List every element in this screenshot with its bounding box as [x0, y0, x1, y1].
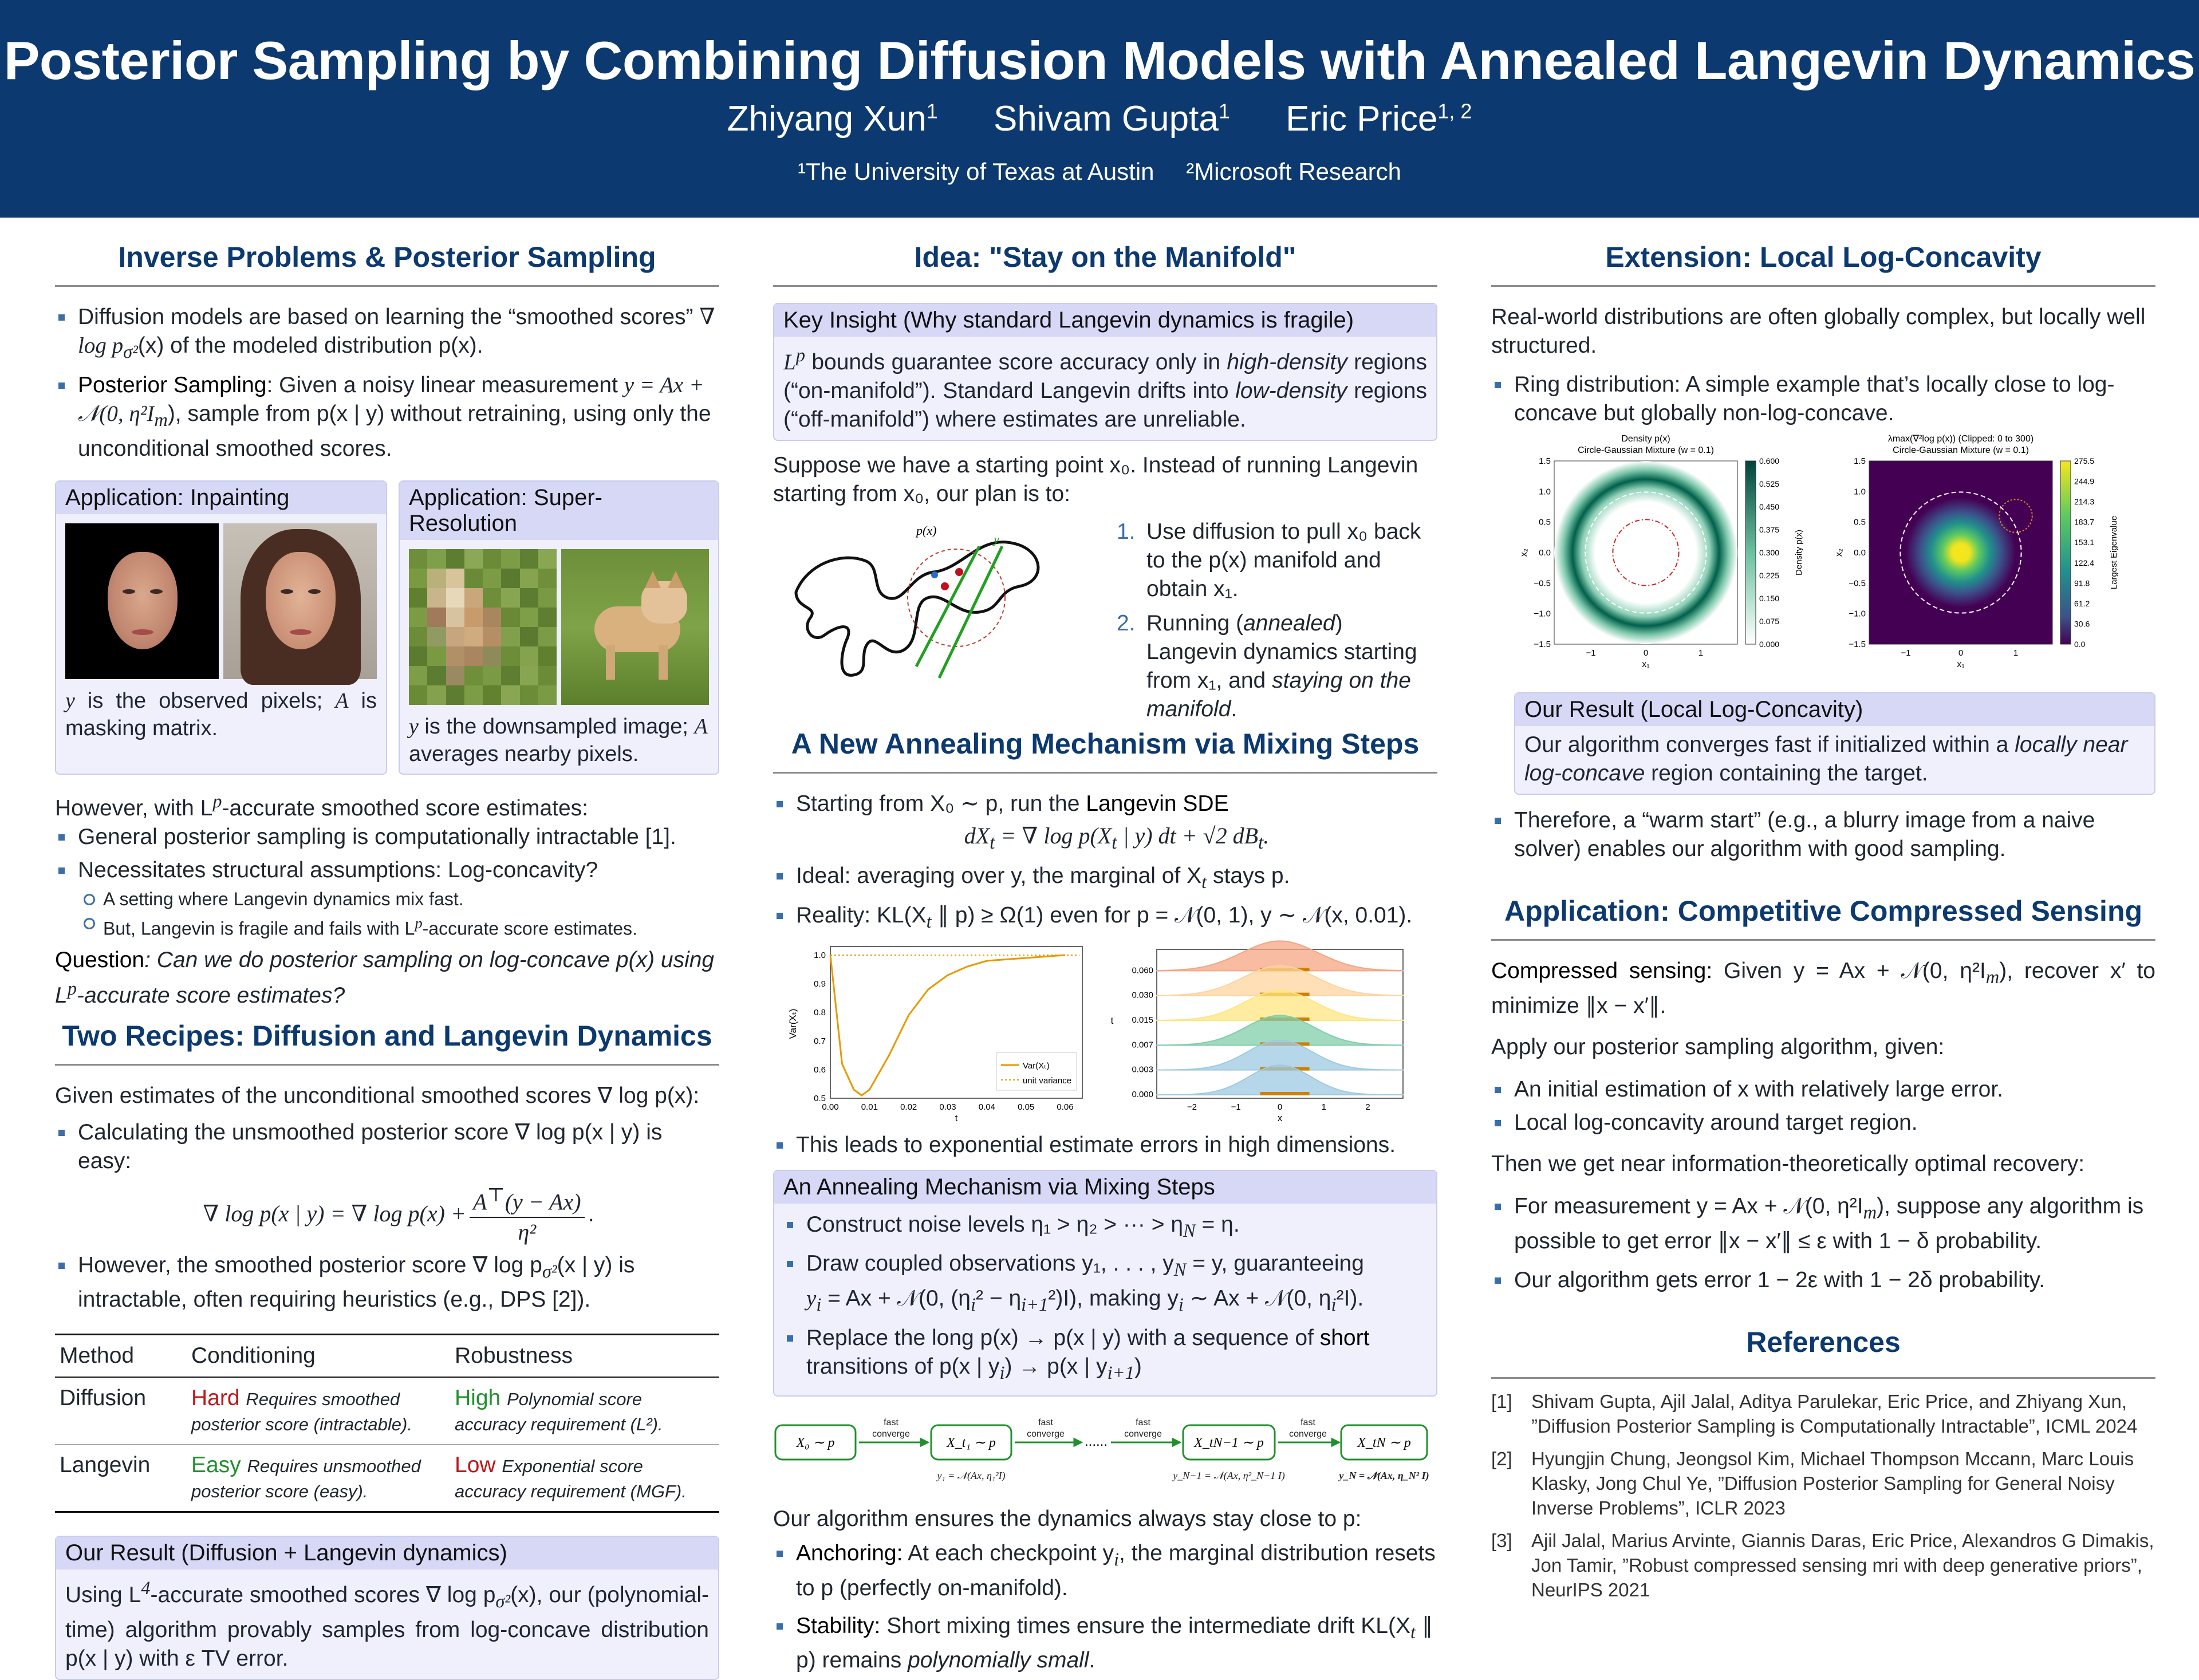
list-item: Anchoring: At each checkpoint $y_i$, the marginal distribution resets to p (perfectly on-manifold).: [773, 1539, 1437, 1603]
observation-label: y: [994, 532, 999, 546]
eigenvalue-heatmap: [1829, 432, 2150, 679]
flow-dots: ......: [1084, 1433, 1108, 1449]
arrow-label: fast: [884, 1417, 898, 1427]
arrow-label: fast: [1301, 1417, 1315, 1427]
y-tick-label: 0.8: [814, 1007, 826, 1018]
x-tick-label: 0.01: [861, 1102, 878, 1112]
x-axis-label: t: [955, 1112, 958, 1123]
legend-label: unit variance: [1023, 1075, 1072, 1086]
colorbar-tick-label: 275.5: [2074, 456, 2095, 466]
y-tick-label: 1.5: [1539, 456, 1551, 466]
colorbar-tick-label: 0.300: [1759, 548, 1780, 557]
comparison-table: [55, 1334, 719, 1513]
x-tick-label: −1: [1231, 1102, 1241, 1112]
y-tick-label: 1.0: [1539, 487, 1551, 497]
bullet-list: [1491, 806, 2155, 863]
list-item: Our algorithm gets error 1 − 2ε with 1 − 2δ probability.: [1491, 1266, 2155, 1295]
x-tick-label: 1: [2013, 648, 2019, 658]
inpainting-images: [56, 514, 386, 683]
figure-caption: y is the downsampled image; A averages nearby pixels.: [409, 714, 708, 766]
bullet-list: [1491, 1192, 2155, 1295]
key-insight-box: [773, 303, 1437, 441]
bullet-list: [1491, 370, 2155, 428]
bullet-list: [773, 1131, 1437, 1160]
flow-node-label: X_tN−1 ∼ p: [1194, 1435, 1264, 1450]
application-figures: [55, 480, 719, 775]
colorbar-tick-label: 0.0: [2074, 640, 2086, 649]
reference-item: [2] Hyungjin Chung, Jeongsol Kim, Michael Thompson Mccann, Marc Louis Klasky, Jong Chul Ye, ”Diffusion Posterior Sampling for General Noisy Inverse Problems”, ICLR 2023: [1491, 1448, 2134, 1519]
x-tick-label: −2: [1187, 1102, 1197, 1112]
list-item: This leads to exponential estimate errors in high dimensions.: [773, 1131, 1437, 1160]
author: Eric Price$^{1, 2}$: [1286, 99, 1472, 139]
list-item: Local log-concavity around target region.: [1491, 1109, 2155, 1137]
variance-line-chart: [785, 941, 1094, 1124]
x-tick-label: 1: [1698, 648, 1704, 658]
column-header: Method: [60, 1343, 135, 1369]
list-item: Construct noise levels η₁ > η₂ > ··· > $\eta_N = \eta$.: [783, 1210, 1427, 1245]
box-title: Application: Inpainting: [56, 482, 386, 514]
paragraph: However, with $L^p$-accurate smoothed score estimates:: [55, 791, 588, 821]
affiliations: [0, 158, 2199, 186]
manifold-diagram: [773, 512, 1094, 689]
annealing-box: [773, 1170, 1437, 1397]
bullet-list: [773, 790, 1437, 936]
arrow-label: fast: [1136, 1417, 1150, 1427]
colorbar-tick-label: 183.7: [2074, 517, 2095, 527]
paragraph: Compressed sensing: Given y = Ax + 𝒩(0, $\eta^2I_m$), recover x′ to minimize ∥x − x′∥.: [1491, 959, 2155, 1018]
y-tick-label: −1.5: [1849, 640, 1866, 649]
paragraph: Real-world distributions are often globally complex, but locally well structured.: [1491, 305, 2146, 358]
dog-image: [561, 549, 709, 705]
question: Question: Can we do posterior sampling on log-concave p(x) using $L^p$-accurate score estimates?: [55, 948, 715, 1008]
box-title: Key Insight (Why standard Langevin dynamics is fragile): [774, 304, 1436, 337]
list-item: Reality: $KL(X_t$ ∥ p) ≥ Ω(1) even for p = 𝒩(0, 1), y ∼ 𝒩(x, 0.01).: [773, 901, 1437, 936]
colorbar-tick-label: 122.4: [2074, 558, 2095, 567]
colorbar: [1745, 461, 1756, 644]
y-tick-label: 0.000: [1132, 1089, 1153, 1099]
reference-list: [1491, 1377, 2155, 1602]
flow-node-label: X_t₁ ∼ p: [947, 1435, 996, 1450]
affiliation: ¹The University of Texas at Austin: [798, 158, 1154, 185]
arrow-label: converge: [872, 1429, 910, 1439]
colorbar-tick-label: 0.225: [1759, 571, 1780, 580]
box-title: An Annealing Mechanism via Mixing Steps: [774, 1171, 1436, 1204]
paragraph: Given estimates of the unconditional smoothed scores ∇ log p(x):: [55, 1083, 700, 1109]
inpainting-box: [55, 480, 387, 775]
x-tick-label: 0: [1958, 648, 1964, 658]
box-title: Our Result (Diffusion + Langevin dynamics): [56, 1537, 718, 1569]
sub-list: [78, 887, 719, 941]
section-title: Extension: Local Log-Concavity: [1491, 240, 2155, 287]
list-item: Calculating the unsmoothed posterior score ∇ log p(x | y) is easy: ∇ log p(x | y) = ∇ log p(x) + $\frac{A^⊤(y - Ax)}{\text{η²}}$ .: [55, 1118, 719, 1246]
bullet-list: [774, 1204, 1436, 1395]
x-tick-label: 0.00: [822, 1102, 839, 1112]
author: Zhiyang Xun$^1$: [727, 99, 938, 139]
section-title: Two Recipes: Diffusion and Langevin Dynamics: [55, 1019, 719, 1066]
table-cell: Langevin: [60, 1453, 151, 1478]
reference-item: [3] Ajil Jalal, Marius Arvinte, Giannis Daras, Eric Price, Alexandros G Dimakis, Jon Tamir, ”Robust compressed sensing mri with deep generative priors”, NeurIPS 2021: [1491, 1529, 2154, 1600]
y-tick-label: 0.030: [1132, 990, 1153, 1000]
colorbar-tick-label: 244.9: [2074, 476, 2095, 486]
pixelated-image: [409, 549, 557, 705]
list-item: An initial estimation of x with relatively large error.: [1491, 1075, 2155, 1104]
x-tick-label: 0.04: [978, 1102, 995, 1112]
colorbar-tick-label: 214.3: [2074, 497, 2095, 507]
list-item: Posterior Sampling: Given a noisy linear measurement y = Ax + 𝒩(0, $\eta^2I_m$), sample from p(x | y) without retraining, using only the unconditional smoothed scores.: [55, 371, 719, 463]
list-item: Necessitates structural assumptions: Log-concavity? A setting where Langevin dynamics mix fast. But, Langevin is fragile and fails with $L^p$-accurate score estimates.: [55, 856, 719, 941]
mixing-flow-diagram: [773, 1414, 1437, 1494]
y-tick-label: −1.0: [1534, 609, 1551, 619]
colorbar-tick-label: 0.450: [1759, 502, 1780, 511]
flow-observation: y_N = 𝒩(Ax, η_N² I): [1339, 1469, 1429, 1481]
y-tick-label: 1.5: [1854, 456, 1866, 466]
colorbar-tick-label: 0.525: [1759, 479, 1780, 488]
density-heatmap: [1514, 432, 1812, 679]
y-tick-label: 0.0: [1854, 548, 1866, 558]
flow-node-label: X₀ ∼ p: [796, 1435, 835, 1450]
colorbar-tick-label: 91.8: [2074, 578, 2090, 588]
heatmap-field: [1554, 461, 1737, 644]
bullet-list: [1491, 1075, 2155, 1137]
ridge-density-chart: [1105, 941, 1414, 1124]
y-tick-label: 1.0: [814, 950, 826, 960]
x-axis-label: x₁: [1957, 660, 1965, 669]
box-body: Using $L^4$-accurate smoothed scores ∇ $\log p_{\sigma^2}(x)$, our (polynomial-time) algorithm provably samples from log-concave distribution p(x | y) with ε TV error.: [65, 1578, 709, 1671]
paragraph: Then we get near information-theoretically optimal recovery:: [1491, 1151, 2085, 1176]
x-tick-label: 0: [1277, 1102, 1283, 1112]
bullet-list: [773, 1539, 1437, 1675]
flow-observation: y₁ = 𝒩(Ax, η₁²I): [937, 1469, 1006, 1481]
list-item: General posterior sampling is computationally intractable [1].: [55, 823, 719, 851]
arrow-label: converge: [1124, 1429, 1162, 1439]
section-title: Application: Competitive Compressed Sensing: [1491, 894, 2155, 941]
bullet-list: [55, 303, 719, 463]
list-item: For measurement y = Ax + 𝒩(0, $\eta^2I_m$), suppose any algorithm is possible to get error ∥x − x′∥ ≤ ε with 1 − δ probability.: [1491, 1192, 2155, 1256]
plan-steps: [1117, 518, 1437, 724]
y-tick-label: −1.0: [1849, 609, 1866, 619]
manifold-figure-row: [773, 512, 1437, 724]
colorbar: [2060, 461, 2071, 644]
x-tick-label: −1: [1901, 648, 1911, 658]
y-tick-label: −0.5: [1534, 578, 1551, 589]
super-resolution-images: [400, 540, 718, 708]
column-2: [773, 240, 1437, 1679]
list-item: However, the smoothed posterior score ∇ $\log p_{\sigma^2}(x$ | y) is intractable, often requiring heuristics (e.g., DPS [2]).: [55, 1251, 719, 1315]
variance-figures: [785, 941, 1437, 1124]
y-tick-label: 0.007: [1132, 1039, 1153, 1050]
table-cell: High Polynomial score accuracy requirement (L²).: [455, 1386, 663, 1435]
y-tick-label: 0.0: [1539, 548, 1551, 558]
y-axis-label: x₂: [1519, 548, 1529, 557]
x-tick-label: 0.05: [1018, 1102, 1035, 1112]
arrow-label: fast: [1038, 1417, 1053, 1427]
list-item: Therefore, a “warm start” (e.g., a blurry image from a naive solver) enables our algorithm with good sampling.: [1491, 806, 2155, 863]
list-item: Starting from X₀ ∼ p, run the Langevin SDE $dX_t$ = ∇ $\log p(X_t$ | y) dt + √2 $dB_t$.: [773, 790, 1437, 857]
colorbar-tick-label: 153.1: [2074, 538, 2095, 547]
column-1: [55, 240, 719, 1680]
arrow-label: converge: [1289, 1429, 1327, 1439]
table-row: [55, 1445, 719, 1512]
x-tick-label: 0: [1643, 648, 1649, 658]
y-tick-label: −0.5: [1849, 578, 1866, 589]
colorbar-tick-label: 0.150: [1759, 594, 1780, 603]
y-tick-label: 0.015: [1132, 1015, 1153, 1025]
box-title: Application: Super-Resolution: [400, 482, 718, 540]
column-3: [1491, 240, 2155, 1610]
y-tick-label: 0.5: [814, 1093, 826, 1103]
list-item: A setting where Langevin dynamics mix fast.: [78, 887, 719, 911]
legend-label: Var(Xₜ): [1023, 1060, 1050, 1071]
y-tick-label: 1.0: [1854, 487, 1866, 497]
x-tick-label: 2: [1365, 1102, 1370, 1112]
table-row: [55, 1377, 719, 1445]
list-item: Ring distribution: A simple example that’s locally close to log-concave but globally non-log-concave.: [1491, 370, 2155, 428]
affiliation: ²Microsoft Research: [1186, 158, 1401, 185]
list-item: Replace the long p(x) → p(x | y) with a sequence of short transitions of p(x | $y_i) \to p(x$ | $y_{i+1}$): [783, 1324, 1427, 1387]
super-resolution-box: [399, 480, 719, 775]
x-tick-label: 0.03: [939, 1102, 956, 1112]
y-tick-label: 0.5: [1854, 517, 1866, 527]
reference-item: [1] Shivam Gupta, Ajil Jalal, Aditya Parulekar, Eric Price, and Zhiyang Xun, ”Diffusion Posterior Sampling is Computationally Intractable”, ICML 2024: [1491, 1390, 2138, 1437]
arrow-label: converge: [1027, 1429, 1065, 1439]
y-axis-label: t: [1110, 1015, 1114, 1026]
heatmap-field: [1887, 479, 2034, 626]
equation: $dX_t$ = ∇ $\log p(X_t$ | y) dt + √2 $dB_t$.: [964, 823, 1270, 853]
bullet-list: [55, 823, 719, 941]
poster-header: [0, 0, 2199, 218]
colorbar-tick-label: 30.6: [2074, 619, 2090, 629]
local-result-box: [1514, 692, 2155, 795]
list-item: Stability: Short mixing times ensure the intermediate drift $KL(X_t$ ∥ p) remains polynomially small.: [773, 1612, 1437, 1675]
colorbar-label: Density p(x): [1794, 529, 1804, 576]
table-cell: Diffusion: [60, 1386, 147, 1411]
section-title: A New Annealing Mechanism via Mixing Steps: [773, 727, 1437, 774]
x-tick-label: −1: [1586, 648, 1596, 658]
y-axis-label: x₂: [1834, 548, 1844, 557]
x-axis-label: x: [1277, 1112, 1283, 1123]
box-body: Our algorithm converges fast if initialized within a locally near log-concave region containing the target.: [1524, 732, 2128, 786]
bullet-list: [55, 1118, 719, 1314]
masked-face-image: [65, 523, 219, 679]
table-header-row: [55, 1335, 719, 1378]
list-item: But, Langevin is fragile and fails with $L^p$-accurate score estimates.: [78, 911, 719, 941]
table-cell: Low Exponential score accuracy requirement (MGF).: [455, 1453, 687, 1502]
colorbar-tick-label: 61.2: [2074, 598, 2090, 608]
paragraph: Apply our posterior sampling algorithm, given:: [1491, 1034, 1945, 1059]
chart-subtitle: Circle-Gaussian Mixture (w = 0.1): [1578, 445, 1714, 455]
colorbar-tick-label: 0.375: [1759, 525, 1780, 534]
chart-subtitle: Circle-Gaussian Mixture (w = 0.1): [1893, 445, 2029, 455]
x-tick-label: 0.02: [900, 1102, 917, 1112]
y-tick-label: 0.5: [1539, 517, 1551, 527]
section-title: References: [1746, 1326, 1901, 1358]
x-tick-label: 1: [1321, 1102, 1326, 1112]
y-tick-label: 0.060: [1132, 965, 1153, 975]
colorbar-label: Largest Eigenvalue: [2109, 515, 2119, 590]
paragraph: Our algorithm ensures the dynamics always stay close to p:: [773, 1506, 1362, 1531]
box-title: Our Result (Local Log-Concavity): [1515, 693, 2154, 726]
ring-figures: [1514, 432, 2155, 679]
box-body: $L^p$ bounds guarantee score accuracy only in high-density regions (“on-manifold”). Standard Langevin drifts into low-density regions (“off-manifold”) where estimates are unreliable.: [783, 345, 1427, 432]
table-cell: Hard Requires smoothed posterior score (intractable).: [191, 1386, 412, 1435]
paragraph: Suppose we have a starting point x₀. Instead of running Langevin starting from x₀, our plan is to:: [773, 453, 1418, 506]
colorbar-tick-label: 0.600: [1759, 456, 1780, 466]
poster-title: Posterior Sampling by Combining Diffusion Models with Annealed Langevin Dynamics: [3, 30, 2196, 90]
author-list: [0, 98, 2199, 139]
x-tick-label: 0.06: [1057, 1102, 1074, 1112]
list-item: Ideal: averaging over y, the marginal of $X_t$ stays p.: [773, 862, 1437, 897]
flow-observation: y_N−1 = 𝒩(Ax, η²_N−1 I): [1173, 1469, 1285, 1481]
section-title: Idea: "Stay on the Manifold": [773, 240, 1437, 287]
column-header: Robustness: [455, 1343, 573, 1369]
y-tick-label: 0.003: [1132, 1064, 1153, 1075]
list-item: Draw coupled observations y₁, . . . , $y_N = y$, guaranteeing $y_i = Ax$ + 𝒩(0, $(\eta_i^2 - \eta_{i+1}^2)I$), making $y_i$ ∼ Ax + 𝒩(0, $\eta_i^2I$).: [783, 1249, 1427, 1319]
list-item: Diffusion models are based on learning the “smoothed scores” ∇ $\log p_{\sigma^2}(x)$ of the modeled distribution p(x).: [55, 303, 719, 366]
x-axis-label: x₁: [1642, 660, 1650, 669]
colorbar-tick-label: 0.000: [1759, 640, 1780, 649]
manifold-label: p(x): [916, 523, 937, 538]
y-axis-label: Var(Xₜ): [787, 1008, 798, 1039]
table-cell: Easy Requires unsmoothed posterior score (easy).: [191, 1453, 421, 1502]
colorbar-tick-label: 0.075: [1759, 617, 1780, 626]
list-item: 2. Running (annealed) Langevin dynamics starting from x₁, and staying on the manifold.: [1117, 611, 1417, 721]
figure-caption: y is the observed pixels; A is masking matrix.: [65, 688, 377, 740]
y-tick-label: −1.5: [1534, 640, 1551, 649]
result-box: [55, 1536, 719, 1680]
y-tick-label: 0.9: [814, 979, 826, 989]
equation: ∇ log p(x | y) = ∇ log p(x) + $\frac{A^⊤(y - Ax)}{\text{η²}}$ .: [78, 1181, 719, 1246]
chart-title: λmax(∇²log p(x)) (Clipped: 0 to 300): [1887, 434, 2034, 444]
y-tick-label: 0.7: [814, 1036, 826, 1046]
y-tick-label: 0.6: [814, 1064, 826, 1075]
column-header: Conditioning: [191, 1343, 316, 1369]
chart-title: Density p(x): [1621, 434, 1670, 444]
author: Shivam Gupta$^1$: [993, 99, 1230, 139]
section-title: Inverse Problems & Posterior Sampling: [55, 240, 719, 287]
list-item: 1. Use diffusion to pull x₀ back to the p(x) manifold and obtain x₁.: [1117, 519, 1421, 601]
full-face-image: [223, 523, 377, 679]
flow-node-label: X_tN ∼ p: [1357, 1435, 1411, 1450]
